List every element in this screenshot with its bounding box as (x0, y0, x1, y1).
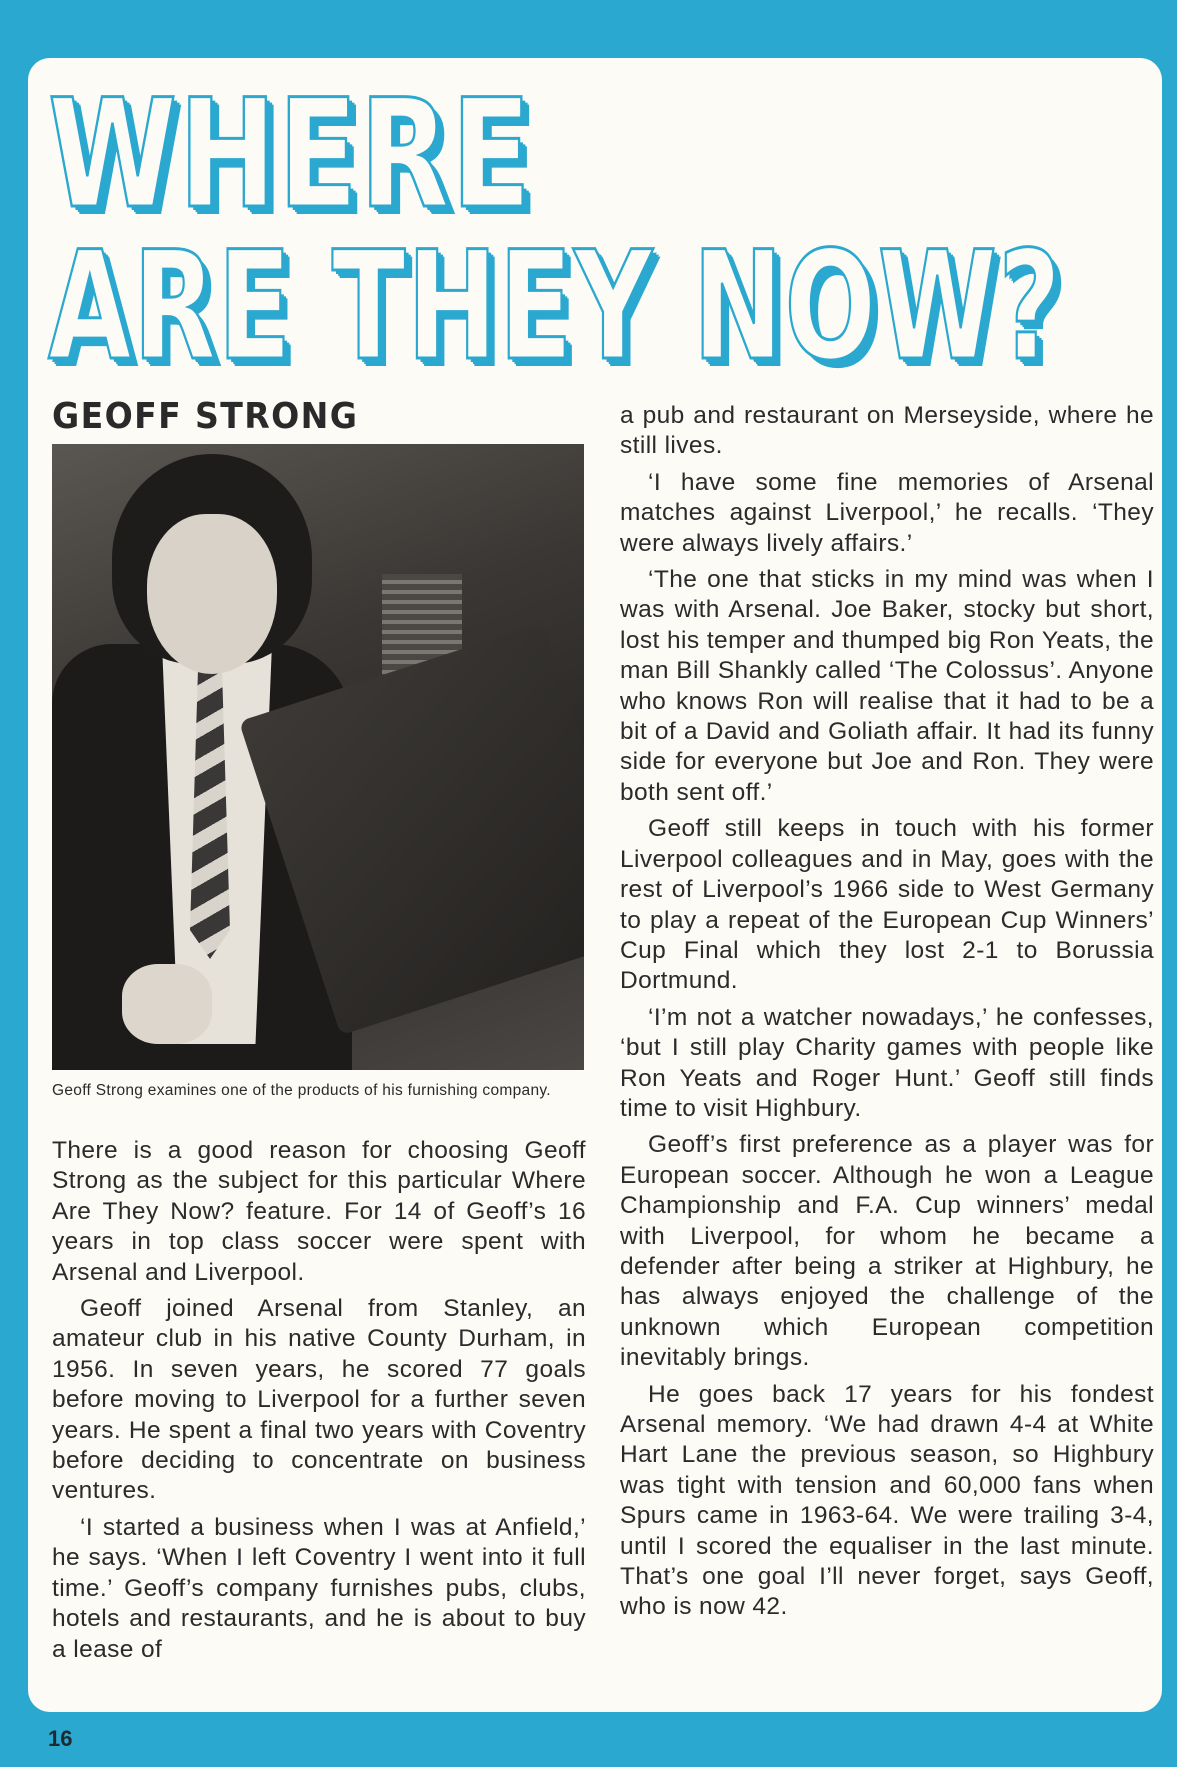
headline-line-2: ARE THEY NOW? (48, 220, 1063, 394)
photo-caption: Geoff Strong examines one of the products of his furnishing company. (52, 1082, 551, 1099)
paragraph: ‘I started a business when I was at Anfield,’ he says. ‘When I left Coventry I went into it full time.’ Geoff’s company furnishes pubs, clubs, hotels and restaurants, and he is about to buy a lease of (52, 1513, 586, 1663)
page-number: 16 (48, 1726, 73, 1751)
paragraph: There is a good reason for choosing Geoff Strong as the subject for this particular Where Are They Now? feature. For 14 of Geoff’s 16 years in top class soccer were spent with Arsenal and Liverpool. (52, 1137, 586, 1286)
headline-line-1: WHERE (48, 68, 533, 242)
paragraph: Geoff’s first preference as a player was for European soccer. Although he won a League Championship and F.A. Cup winners’ medal with Liverpool, for whom he became a defender after being a striker at Highbury, he has always enjoyed the challenge of the unknown which European competition inevitably brings. (620, 1131, 1154, 1372)
paragraph: He goes back 17 years for his fondest Arsenal memory. ‘We had drawn 4-4 at White Hart Lane the previous season, so Highbury was tight with tension and 60,000 fans when Spurs came in 1963-64. We were trailing 3-4, until I scored the equaliser in the last minute. That’s one goal I’ll never forget, says Geoff, who is now 42. (620, 1380, 1154, 1621)
left-column (52, 1136, 586, 1671)
paragraph: ‘The one that sticks in my mind was when I was with Arsenal. Joe Baker, stocky but short, lost his temper and thumped big Ron Yeats, the man Bill Shankly called ‘The Colossus’. Anyone who knows Ron will realise that it had to be a bit of a David and Goliath affair. It had its funny side for everyone but Joe and Ron. They were both sent off.’ (620, 566, 1154, 806)
paragraph: ‘I have some fine memories of Arsenal matches against Liverpool,’ he recalls. ‘They were always lively affairs.’ (620, 468, 1154, 557)
paragraph: ‘I’m not a watcher nowadays,’ he confesses, ‘but I still play Charity games with people like Ron Yeats and Roger Hunt.’ Geoff still finds time to visit Highbury. (620, 1003, 1154, 1122)
subject-name: GEOFF STRONG (52, 396, 359, 437)
paragraph: a pub and restaurant on Merseyside, where he still lives. (620, 402, 1154, 460)
photo-face (147, 514, 277, 674)
paragraph: Geoff still keeps in touch with his former Liverpool colleagues and in May, goes with the rest of Liverpool’s 1966 side to West Germany to play a repeat of the European Cup Winners’ Cup Final which they lost 2-1 to Borussia Dortmund. (620, 815, 1154, 995)
photo-hand (122, 964, 212, 1044)
subject-photo (52, 444, 584, 1070)
right-column (620, 401, 1154, 1629)
paragraph: Geoff joined Arsenal from Stanley, an amateur club in his native County Durham, in 1956. In seven years, he scored 77 goals before moving to Liverpool for a further seven years. He spent a final two years with Coventry before deciding to concentrate on business ventures. (52, 1295, 586, 1505)
